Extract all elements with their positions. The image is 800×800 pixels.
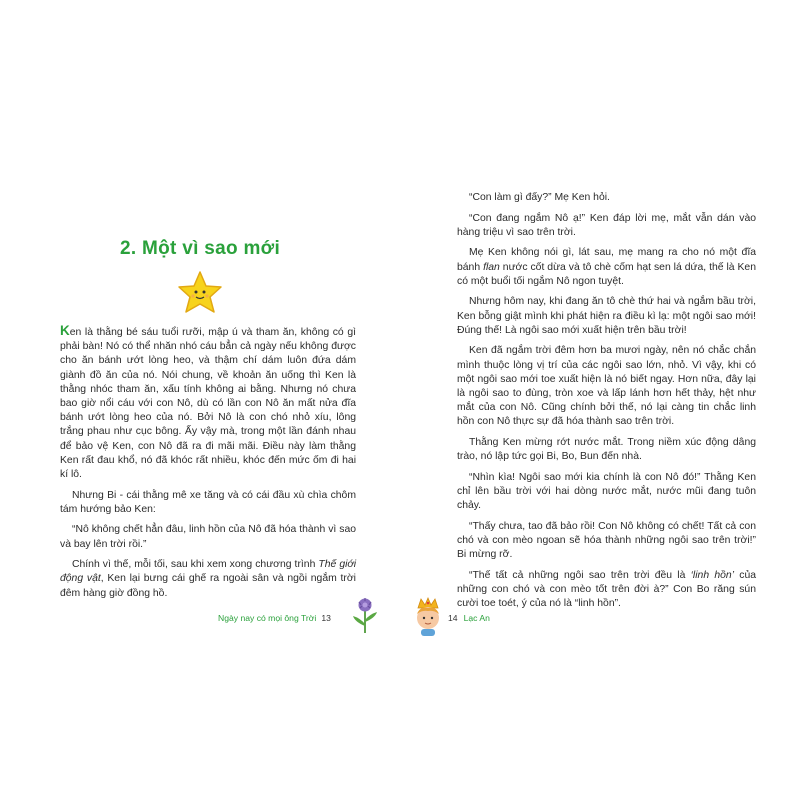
paragraph-text: , Ken lại bưng cái ghế ra ngoài sân và ngồi ngắm trời đêm hàng giờ đồng hồ. xyxy=(60,573,356,599)
paragraph-text: “Thế tất cả những ngôi sao trên trời đều là xyxy=(469,569,691,581)
italic-text: flan xyxy=(483,261,500,273)
paragraph: “Nô không chết hẳn đâu, linh hồn của Nô đã hóa thành vì sao và bay lên trời rồi.” xyxy=(60,524,356,550)
page-number: 14 xyxy=(448,613,458,623)
paragraph-text: Chính vì thế, mỗi tối, sau khi xem xong chương trình xyxy=(72,559,319,571)
paragraph-text: en là thằng bé sáu tuổi rưỡi, mập ú và tham ăn, không có gì phải bàn! Nó có thể nhăn nhó cáu bẳn cả ngày nếu không được cho ăn bánh ướt lòng heo, và thậm chí dám luôn đứa dám giành đồ ăn của nó. Nói chung, về khoản ăn uống thì Ken là thằng nhóc tham ăn, xấu tính không ai bằng. Nhưng nó chưa bao giờ nổi cáu với con Nô, dù có lần con Nô ăn mất nửa đĩa bánh ướt lòng heo của nó. Bởi Nô là con chó nhỏ xíu, lông trắng phau như cục bông. Ấy vậy mà, trong một lần đánh nhau để bảo vệ Ken, con Nô đã ra đi mãi mãi. Điều này làm thằng Ken rất đau khổ, nó đã khóc rất nhiều, khóc đến mức ốm đi hai kí lô. xyxy=(60,327,356,481)
book-title-footer: Ngày nay có mọi ông Trời xyxy=(218,613,317,623)
right-body-text xyxy=(457,191,756,618)
paragraph xyxy=(457,569,756,612)
paragraph xyxy=(457,246,756,289)
paragraph: “Nhìn kìa! Ngôi sao mới kia chính là con Nô đó!” Thằng Ken chỉ lên bầu trời với hai dòng nước mắt, nước mũi đang tuôn chảy. xyxy=(457,471,756,512)
paragraph-text: nước cốt dừa và tô chè cốm hạt sen lá dứa, thế là Ken có một buổi tối ngắm Nô ngon tuyệt. xyxy=(457,261,756,287)
paragraph: “Con làm gì đấy?” Mẹ Ken hỏi. xyxy=(469,192,610,203)
chapter-title: 2. Một vì sao mới xyxy=(119,238,281,259)
kid-with-crown-icon xyxy=(412,596,444,636)
page-number: 13 xyxy=(321,613,331,623)
paragraph: “Thấy chưa, tao đã bảo rồi! Con Nô không có chết! Tất cả con chó và con mèo ngoan sẽ hóa thành những ngôi sao trên trời!” Bi mừng rỡ. xyxy=(457,520,756,561)
paragraph: Thằng Ken mừng rớt nước mắt. Trong niềm xúc động dâng trào, nó lập tức gọi Bi, Bo, Bun đến nhà. xyxy=(457,437,756,463)
left-body-text xyxy=(60,324,356,607)
paragraph-text: của những con chó và con mèo tốt trên đời à?” Con Bo răng sún cười toe toét, ý của nó là “linh hồn”. xyxy=(457,569,756,610)
right-footer xyxy=(448,613,490,623)
paragraph: Ken đã ngắm trời đêm hơn ba mươi ngày, nên nó chắc chắn mình thuộc lòng vị trí của các ngôi sao lớn, nhỏ. Vì vậy, khi có một ngôi sao mới toe xuất hiện là nó biết ngay. Hơn nữa, đây lại là ngôi sao to đùng, tròn xoe và lấp lánh hơn hết thảy, hệt như mắt của con Nô. Cũng chính bởi thế, nó lại càng tin chắc linh hồn con Nô thực sự đã hóa thành sao trên trời. xyxy=(457,345,756,428)
drop-cap: K xyxy=(60,323,70,338)
italic-text: ‘linh hồn’ xyxy=(690,569,734,581)
paragraph xyxy=(60,558,356,601)
flower-icon xyxy=(350,596,380,634)
star-icon xyxy=(176,270,224,316)
paragraph xyxy=(60,324,356,482)
paragraph: Nhưng Bi - cái thằng mê xe tăng và có cái đầu xù chìa chôm tám hướng bảo Ken: xyxy=(60,489,356,515)
author-name: Lạc An xyxy=(463,613,490,623)
paragraph: “Con đang ngắm Nô ạ!” Ken đáp lời mẹ, mắt vẫn dán vào hàng triệu vì sao trên trời. xyxy=(457,212,756,238)
italic-text: Thế giới động vật xyxy=(60,559,357,585)
paragraph: Nhưng hôm nay, khi đang ăn tô chè thứ hai và ngắm bầu trời, Ken bỗng giật mình khi phát hiện ra điều kì lạ: một ngôi sao mới! Đúng thế! Là ngôi sao mới xuất hiện trên bầu trời! xyxy=(457,296,756,336)
paragraph-text: Mẹ Ken không nói gì, lát sau, mẹ mang ra cho nó một đĩa bánh xyxy=(457,247,756,273)
left-footer xyxy=(218,613,331,623)
right-page xyxy=(400,0,800,800)
